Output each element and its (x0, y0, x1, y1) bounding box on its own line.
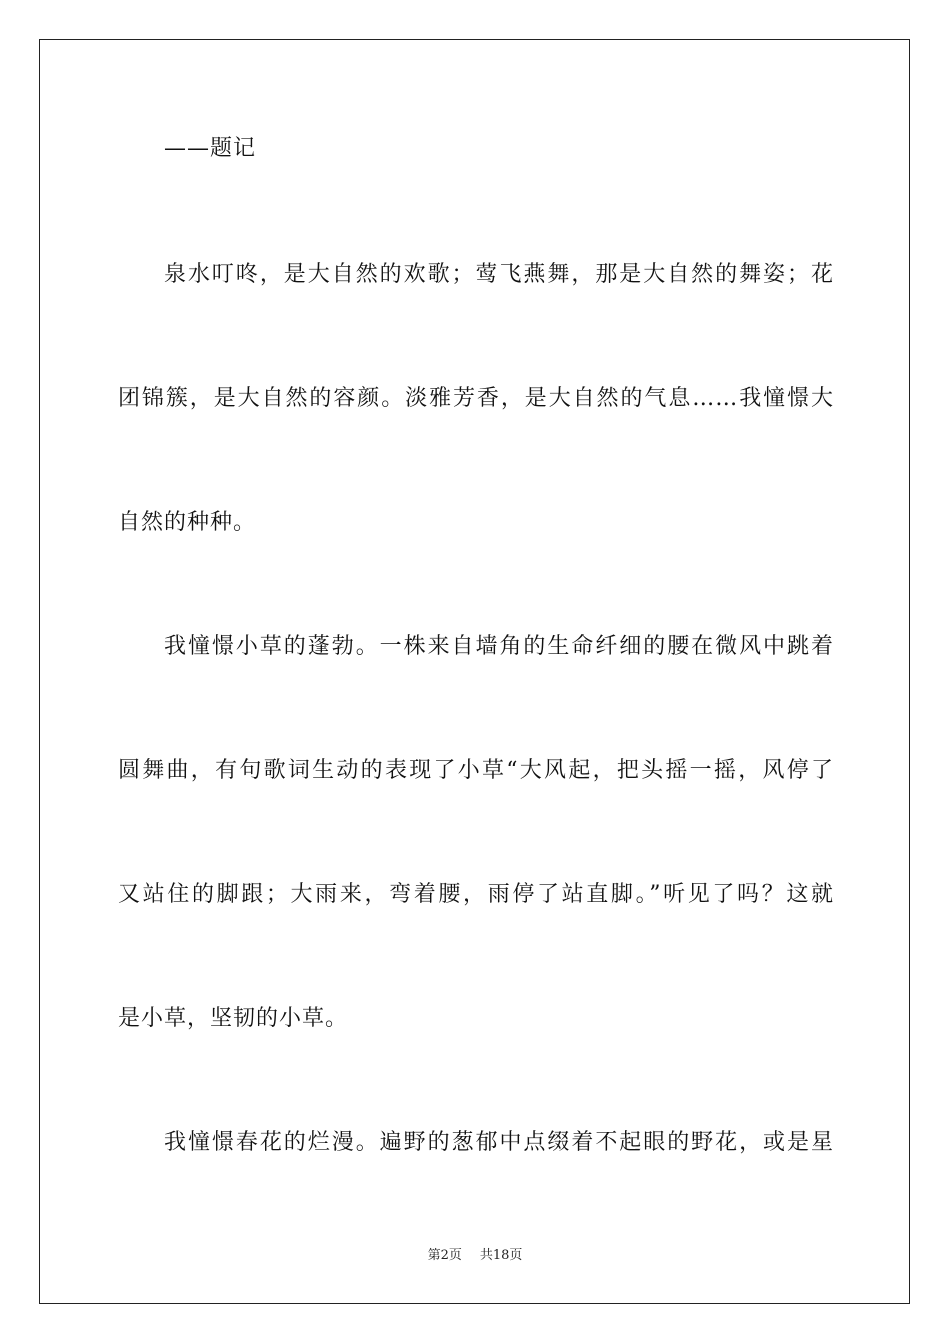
paragraph-line: 泉水叮咚，是大自然的欢歌；莺飞燕舞，那是大自然的舞姿；花 (164, 262, 834, 287)
paragraph-line: 又站住的脚跟；大雨来，弯着腰，雨停了站直脚。”听见了吗？这就 (118, 882, 834, 907)
page-total: 共18页 (479, 1248, 523, 1263)
page-footer (0, 1247, 950, 1265)
paragraph-line: 我憧憬春花的烂漫。遍野的葱郁中点缀着不起眼的野花，或是星 (164, 1130, 834, 1155)
page-number: 第2页 (427, 1248, 462, 1263)
paragraph-line: 团锦簇，是大自然的容颜。淡雅芳香，是大自然的气息……我憧憬大 (118, 386, 834, 411)
paragraph-line: 圆舞曲，有句歌词生动的表现了小草“大风起，把头摇一摇，风停了 (118, 758, 834, 783)
paragraph-line: 是小草，坚韧的小草。 (118, 1006, 349, 1031)
paragraph-line: 自然的种种。 (118, 510, 257, 535)
epigraph: ——题记 (164, 136, 257, 161)
paragraph-line: 我憧憬小草的蓬勃。一株来自墙角的生命纤细的腰在微风中跳着 (164, 634, 834, 659)
page-border (39, 39, 910, 1304)
